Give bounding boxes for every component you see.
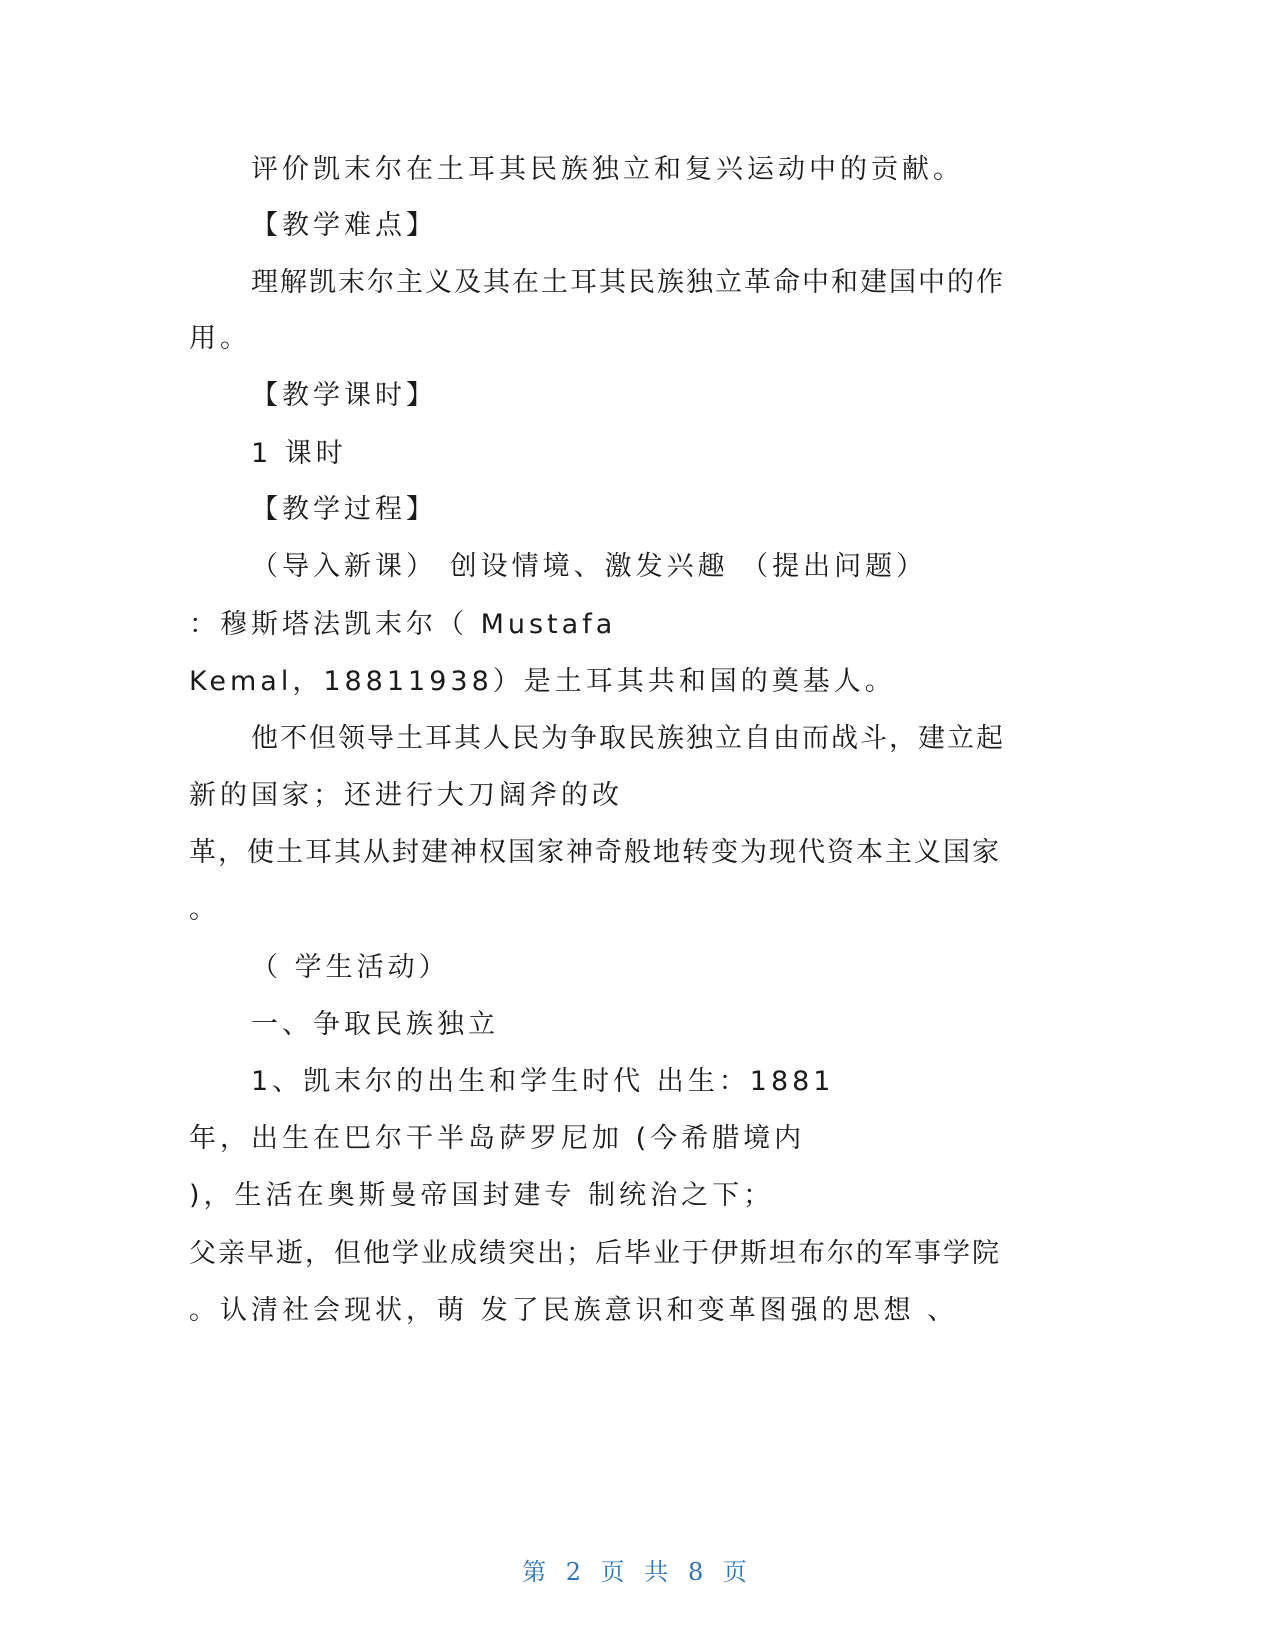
body-line: 1、凯末尔的出生和学生时代 出生：1881 <box>251 1066 835 1097</box>
body-line: 他不但领导土耳其人民为争取民族独立自由而战斗，建立起 <box>251 723 1005 754</box>
body-line: 。 <box>189 894 220 925</box>
body-line: 1 课时 <box>251 438 347 469</box>
section-heading: 【教学课时】 <box>251 380 437 411</box>
body-line: 用。 <box>189 323 251 354</box>
section-heading: 【教学难点】 <box>251 210 437 241</box>
body-line: （导入新课） 创设情境、激发兴趣 （提出问题） <box>251 551 928 582</box>
body-line: 评价凯末尔在土耳其民族独立和复兴运动中的贡献。 <box>251 154 964 185</box>
body-line: 新的国家；还进行大刀阔斧的改 <box>189 780 623 811</box>
section-heading: 一、争取民族独立 <box>251 1009 499 1040</box>
body-line: （ 学生活动） <box>251 952 450 983</box>
body-line: 年，出生在巴尔干半岛萨罗尼加 (今希腊境内 <box>189 1123 806 1154</box>
body-line: 革，使土耳其从封建神权国家神奇般地转变为现代资本主义国家 <box>189 837 1001 868</box>
body-line: Kemal，18811938）是土耳其共和国的奠基人。 <box>189 666 896 697</box>
body-line: ：穆斯塔法凯末尔（ Mustafa <box>189 609 617 640</box>
section-heading: 【教学过程】 <box>251 494 437 525</box>
body-line: )，生活在奥斯曼帝国封建专 制统治之下； <box>189 1180 775 1211</box>
page-number-footer: 第 2 页 共 8 页 <box>522 1558 753 1586</box>
body-line: 父亲早逝，但他学业成绩突出；后毕业于伊斯坦布尔的军事学院 <box>189 1238 1001 1269</box>
body-line: 理解凯末尔主义及其在土耳其民族独立革命中和建国中的作 <box>251 267 1005 298</box>
body-line: 。认清社会现状，萌 发了民族意识和变革图强的思想 、 <box>189 1295 959 1326</box>
